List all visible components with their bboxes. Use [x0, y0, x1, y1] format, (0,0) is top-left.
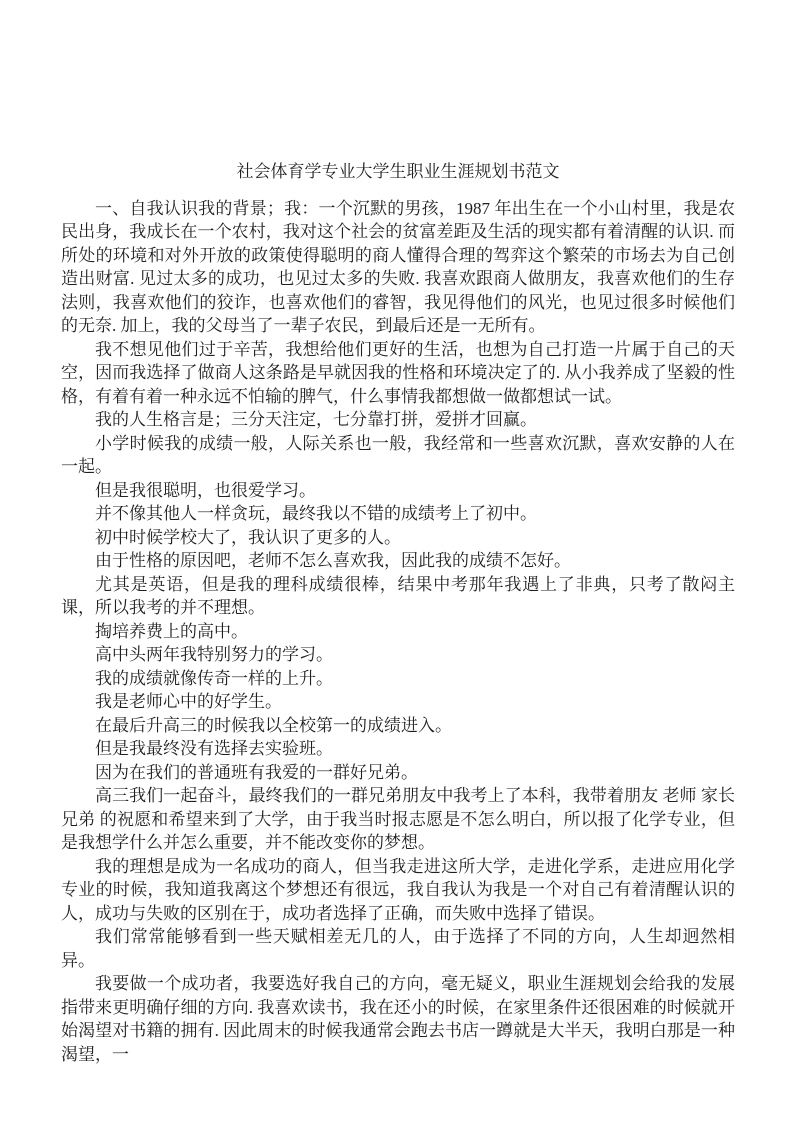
paragraph: 我要做一个成功者，我要选好我自己的方向，毫无疑义，职业生涯规划会给我的发展指带来更明确仔细的方向. 我喜欢读书，我在还小的时候，在家里条件还很困难的时候就开始渴望对书籍的拥有. 因此周末的时候我通常会跑去书店一蹲就是大半天，我明白那是一种渴望，一 [61, 974, 735, 1064]
paragraph: 初中时候学校大了，我认识了更多的人。 [95, 527, 401, 547]
paragraph: 我不想见他们过于辛苦，我想给他们更好的生活，也想为自己打造一片属于自己的天空，因而我选择了做商人这条路是早就因我的性格和环境决定了的. 从小我养成了坚毅的性格，有着有着一种永远不怕输的脾气，什么事情我都想做一做都想试一试。 [61, 339, 735, 406]
paragraph: 一、自我认识我的背景；我：一个沉默的男孩，1987 年出生在一个小山村里，我是农民出身，我成长在一个农村，我对这个社会的贫富差距及生活的现实都有着清醒的认识. 而所处的环境和对外开放的政策使得聪明的商人懂得合理的驾弈这个繁荣的市场去为自己创造出财富. 见过太多的成功，也见过太多的失败. 我喜欢跟商人做朋友，我喜欢他们的生存法则，我喜欢他们的狡诈，也喜欢他们的睿智，我见得他们的风光，也见过很多时候他们的无奈. 加上，我的父母当了一辈子农民，到最后还是一无所有。 [61, 198, 735, 335]
paragraph: 我们常常能够看到一些天赋相差无几的人，由于选择了不同的方向，人生却迥然相异。 [61, 927, 735, 970]
paragraph: 但是我最终没有选择去实验班。 [95, 739, 333, 758]
paragraph: 小学时候我的成绩一般，人际关系也一般，我经常和一些喜欢沉默，喜欢安静的人在一起。 [61, 433, 735, 476]
paragraph: 但是我很聪明，也很爱学习。 [95, 480, 316, 500]
paragraph: 并不像其他人一样贪玩，最终我以不错的成绩考上了初中。 [95, 504, 537, 523]
paragraph: 由于性格的原因吧，老师不怎么喜欢我，因此我的成绩不怎好。 [95, 551, 571, 570]
paragraph: 在最后升高三的时候我以全校第一的成绩进入。 [95, 715, 452, 735]
paragraph: 高中头两年我特别努力的学习。 [95, 645, 333, 664]
paragraph: 我的成绩就像传奇一样的上升。 [95, 668, 333, 688]
paragraph: 尤其是英语，但是我的理科成绩很棒，结果中考那年我遇上了非典，只考了散闷主课，所以我考的并不理想。 [61, 574, 735, 617]
paragraph: 我是老师心中的好学生。 [95, 692, 282, 711]
paragraph: 高三我们一起奋斗，最终我们的一群兄弟朋友中我考上了本科，我带着朋友 老师 家长 兄弟 的祝愿和希望来到了大学，由于我当时报志愿是不怎么明白，所以报了化学专业，但是我想学什么并怎么重要，并不能改变你的梦想。 [61, 786, 735, 852]
document-title: 社会体育学专业大学生职业生涯规划书范文 [236, 162, 560, 181]
document-content [61, 160, 735, 1066]
paragraph: 我的理想是成为一名成功的商人，但当我走进这所大学，走进化学系，走进应用化学专业的时候，我知道我离这个梦想还有很远，我自我认为我是一个对自己有着清醒认识的人，成功与失败的区别在于，成功者选择了正确，而失败中选择了错误。 [61, 856, 735, 923]
paragraph: 我的人生格言是；三分天注定，七分靠打拼，爱拼才回赢。 [95, 410, 537, 429]
paragraph: 掏培养费上的高中。 [95, 621, 248, 641]
paragraph: 因为在我们的普通班有我爱的一群好兄弟。 [95, 762, 418, 782]
